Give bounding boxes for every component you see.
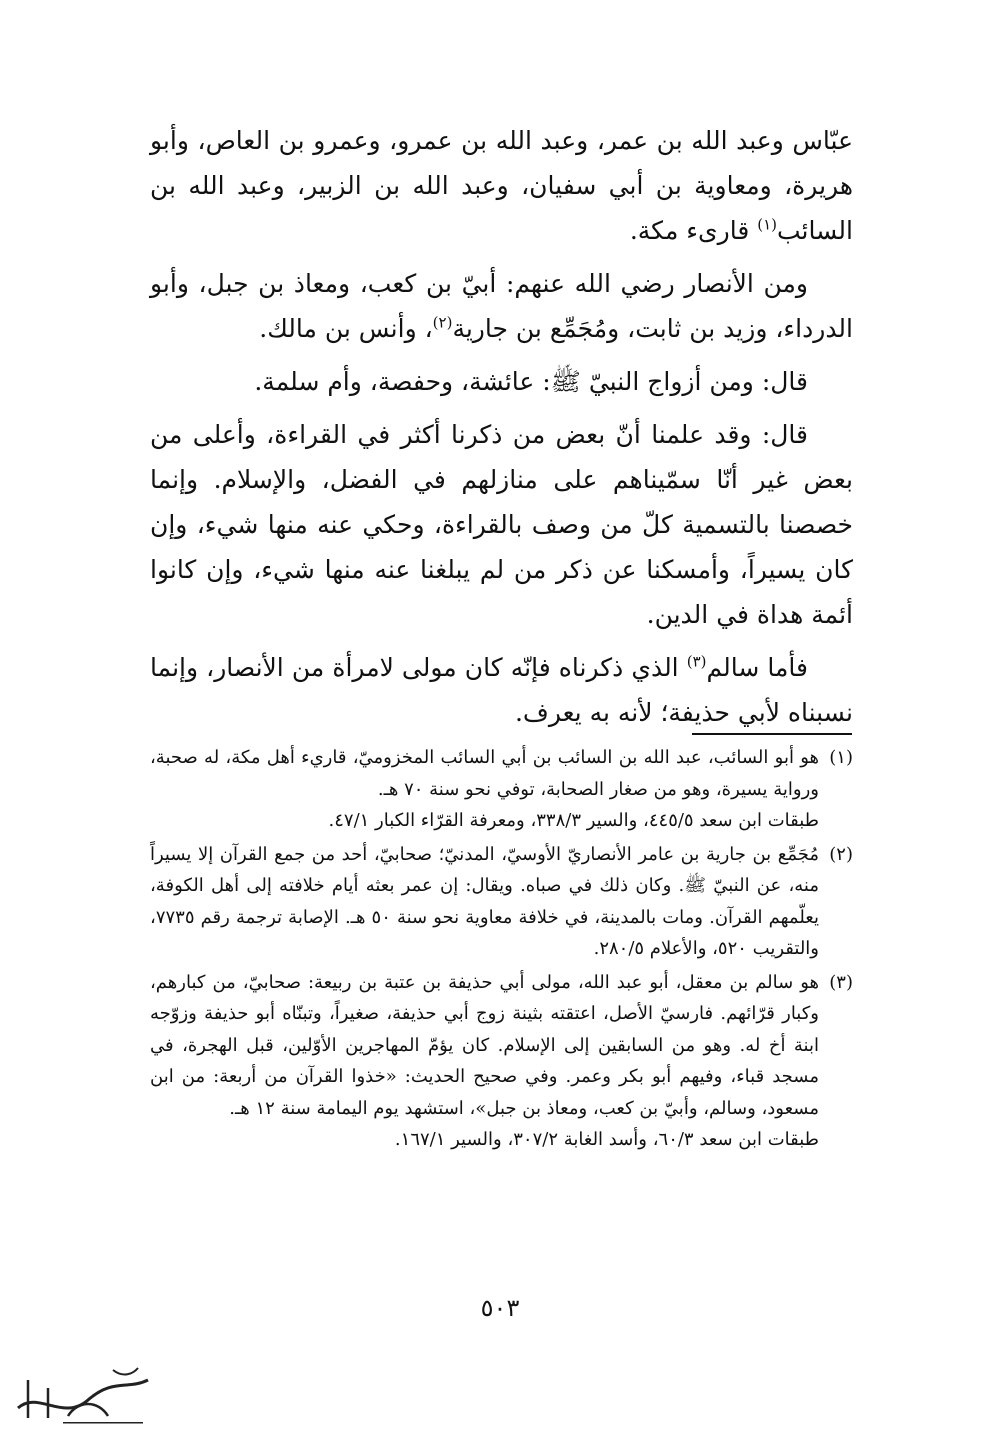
paragraph-text: الذي ذكرناه فإنّه كان مولى لامرأة من الأنصار، وإنما نسبناه لأبي حذيفة؛ لأنه به يعرف.: [150, 653, 853, 727]
watermark-underline: [63, 1422, 143, 1424]
footnote-number: (٢): [829, 843, 853, 865]
footnote-body: [150, 839, 819, 965]
footnote-2: [150, 839, 853, 965]
paragraph-text: قال: ومن أزواج النبيّ ﷺ: عائشة، وحفصة، وأم سلمة.: [254, 367, 808, 396]
paragraph-5: [150, 645, 853, 735]
footnote-body: [150, 967, 819, 1156]
footnote-line: مُجَمِّع بن جارية بن عامر الأنصاريّ الأوسيّ، المدنيّ؛ صحابيّ، أحد من جمع القرآن إلا يسيراً منه، عن النبيّ ﷺ. وكان ذلك في صباه. ويقال: إن عمر بعثه أيام خلافته إلى أهل الكوفة، يعلّمهم القرآن. ومات بالمدينة، في خلافة معاوية نحو سنة ٥٠ هـ. الإصابة ترجمة رقم ٧٧٣٥، والتقريب ٥٢٠، والأعلام ٢٨٠/٥.: [150, 843, 819, 959]
footnote-body: [150, 742, 819, 837]
page-number: ٥٠٣: [480, 1294, 520, 1322]
paragraph-text: ومن الأنصار رضي الله عنهم: أبيّ بن كعب، ومعاذ بن جبل، وأبو الدرداء، وزيد بن ثابت، ومُجَمِّع بن جارية: [150, 269, 853, 343]
paragraph-text: عبّاس وعبد الله بن عمر، وعبد الله بن عمرو، وعمرو بن العاص، وأبو هريرة، ومعاوية بن أبي سفيان، وعبد الله بن الزبير، وعبد الله بن السائب: [150, 126, 853, 245]
footnote-line: طبقات ابن سعد ٦٠/٣، وأسد الغابة ٣٠٧/٢، والسير ١٦٧/١.: [394, 1129, 819, 1150]
paragraph-4: [150, 412, 853, 637]
footnote-line: هو سالم بن معقل، أبو عبد الله، مولى أبي حذيفة بن عتبة بن ربيعة: صحابيّ، من كبارهم، وكبار قرّائهم. فارسيّ الأصل، اعتقته بثينة زوج أبي حذيفة، صغيراً، وتبنّاه أبو حذيفة وزوّجه ابنة أخ له. وهو من السابقين إلى الإسلام. كان يؤمّ المهاجرين الأوّلين، قبل الهجرة، في مسجد قباء، وفيهم أبو بكر وعمر. وفي صحيح الحديث: «خذوا القرآن من أربعة: من ابن مسعود، وسالم، وأبيّ بن كعب، ومعاذ بن جبل»، استشهد يوم اليمامة سنة ١٢ هـ.: [150, 971, 819, 1119]
footnote-line: هو أبو السائب، عبد الله بن السائب بن أبي السائب المخزوميّ، قاريء أهل مكة، له صحبة، ورواية يسيرة، وهو من صغار الصحابة، توفي نحو سنة ٧٠ هـ.: [150, 747, 819, 800]
footnote-number: (١): [829, 747, 853, 768]
footnote-ref-1[interactable]: (١): [757, 215, 777, 234]
paragraph-text: فأما سالم: [706, 653, 809, 682]
footnote-1: [150, 742, 853, 837]
footnote-number: (٣): [829, 971, 853, 993]
main-text: [150, 118, 853, 743]
paragraph-2: [150, 261, 853, 351]
watermark-logo: [8, 1360, 158, 1430]
footnote-separator: [692, 733, 852, 735]
footnotes: [150, 742, 853, 1158]
paragraph-text: ، وأنس بن مالك.: [259, 314, 433, 343]
footnote-3: [150, 967, 853, 1156]
watermark-flourish: [113, 1368, 138, 1374]
footnote-ref-3[interactable]: (٣): [686, 652, 707, 671]
paragraph-text: قال: وقد علمنا أنّ بعض من ذكرنا أكثر في القراءة، وأعلى من بعض غير أنّا سمّيناهم على منازلهم في الفضل، والإسلام. وإنما خصصنا بالتسمية كلّ من وصف بالقراءة، وحكي عنه منها شيء، وإن كان يسيراً، وأمسكنا عن ذكر من لم يبلغنا عنه منها شيء، وإن كانوا أئمة هداة في الدين.: [150, 420, 853, 629]
paragraph-3: [150, 359, 853, 404]
paragraph-text: قارىء مكة.: [629, 216, 758, 245]
footnote-line: طبقات ابن سعد ٤٤٥/٥، والسير ٣٣٨/٣، ومعرفة القرّاء الكبار ٤٧/١.: [328, 810, 819, 831]
watermark-flourish: [28, 1380, 108, 1418]
footnote-ref-2[interactable]: (٢): [432, 313, 453, 332]
paragraph-1: [150, 118, 853, 253]
